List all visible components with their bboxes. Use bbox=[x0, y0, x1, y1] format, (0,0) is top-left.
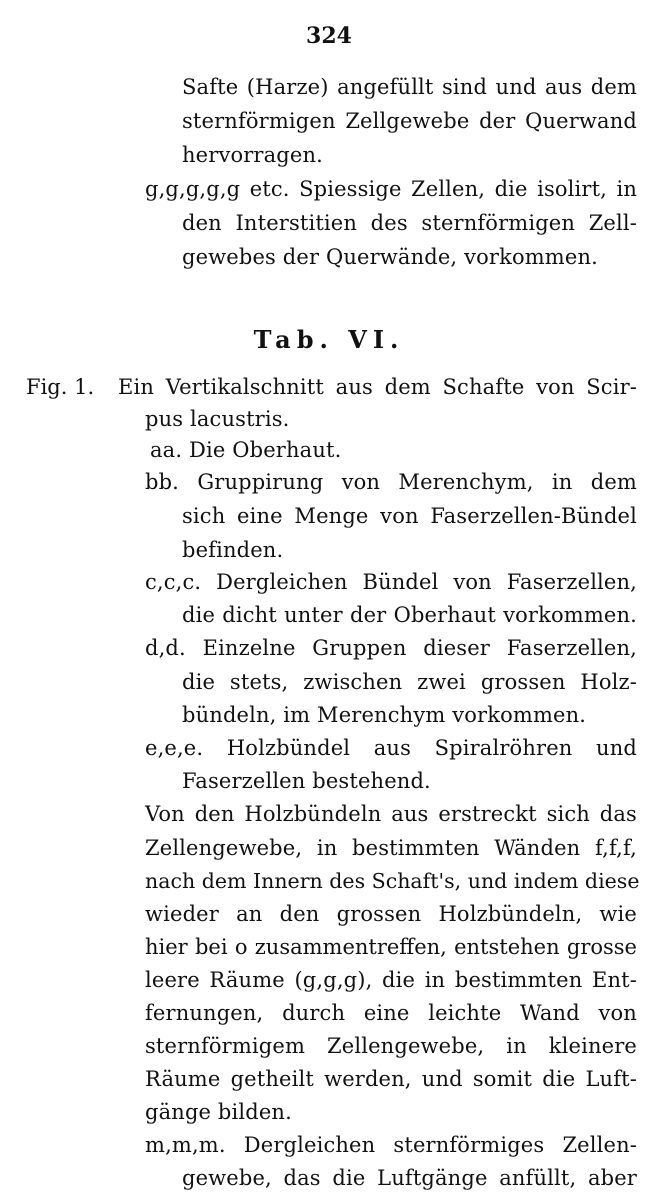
entry-d-line: d,d. Einzelne Gruppen dieser Faserzellen, bbox=[145, 636, 637, 660]
figure-title-line: pus lacustris. bbox=[145, 407, 290, 431]
entry-c-line: c,c,c. Dergleichen Bündel von Faserzellen, bbox=[145, 570, 637, 594]
paragraph-line: sternförmigem Zellengewebe, in kleinere bbox=[145, 1034, 637, 1058]
entry-bb-line: sich eine Menge von Faserzellen-Bündel bbox=[182, 504, 637, 528]
entry-c-line: die dicht unter der Oberhaut vorkommen. bbox=[182, 603, 637, 627]
paragraph-line: Von den Holzbündeln aus erstreckt sich das bbox=[145, 802, 637, 826]
paragraph-line: gänge bilden. bbox=[145, 1100, 292, 1124]
section-heading: Tab. VI. bbox=[253, 325, 405, 354]
continuation-line: hervorragen. bbox=[182, 143, 323, 167]
continuation-line: Safte (Harze) angefüllt sind und aus dem bbox=[182, 75, 637, 99]
figure-label: Fig. 1. bbox=[26, 375, 95, 399]
paragraph-line: hier bei o zusammentreffen, entstehen grosse bbox=[145, 935, 637, 959]
figure-title-line: Ein Vertikalschnitt aus dem Schafte von Scir- bbox=[118, 375, 637, 399]
entry-m-line: m,m,m. Dergleichen sternförmiges Zellen- bbox=[145, 1133, 637, 1157]
entry-g-line: den Interstitien des sternförmigen Zell- bbox=[182, 211, 637, 235]
entry-e-line: Faserzellen bestehend. bbox=[182, 769, 431, 793]
entry-bb-line: bb. Gruppirung von Merenchym, in dem bbox=[145, 470, 637, 494]
entry-g-line: g,g,g,g,g etc. Spiessige Zellen, die isolirt, in bbox=[145, 177, 637, 201]
paragraph-line: Räume getheilt werden, und somit die Luft- bbox=[145, 1067, 637, 1091]
paragraph-line: leere Räume (g,g,g), die in bestimmten Ent- bbox=[145, 968, 637, 992]
page-number: 324 bbox=[306, 23, 352, 49]
entry-d-line: die stets, zwischen zwei grossen Holz- bbox=[182, 670, 637, 694]
entry-e-line: e,e,e. Holzbündel aus Spiralröhren und bbox=[145, 736, 637, 760]
paragraph-line: Zellengewebe, in bestimmten Wänden f,f,f, bbox=[145, 836, 637, 860]
entry-d-line: bündeln, im Merenchym vorkommen. bbox=[182, 703, 587, 727]
entry-m-line: gewebe, das die Luftgänge anfüllt, aber bbox=[182, 1166, 637, 1190]
entry-aa-line: aa. Die Oberhaut. bbox=[150, 438, 342, 462]
paragraph-line: nach dem Innern des Schaft's, und indem diese bbox=[145, 869, 640, 893]
paragraph-line: fernungen, durch eine leichte Wand von bbox=[145, 1001, 637, 1025]
paragraph-line: wieder an den grossen Holzbündeln, wie bbox=[145, 902, 637, 926]
entry-bb-line: befinden. bbox=[182, 538, 284, 562]
entry-g-line: gewebes der Querwände, vorkommen. bbox=[182, 245, 598, 269]
continuation-line: sternförmigen Zellgewebe der Querwand bbox=[182, 109, 637, 133]
